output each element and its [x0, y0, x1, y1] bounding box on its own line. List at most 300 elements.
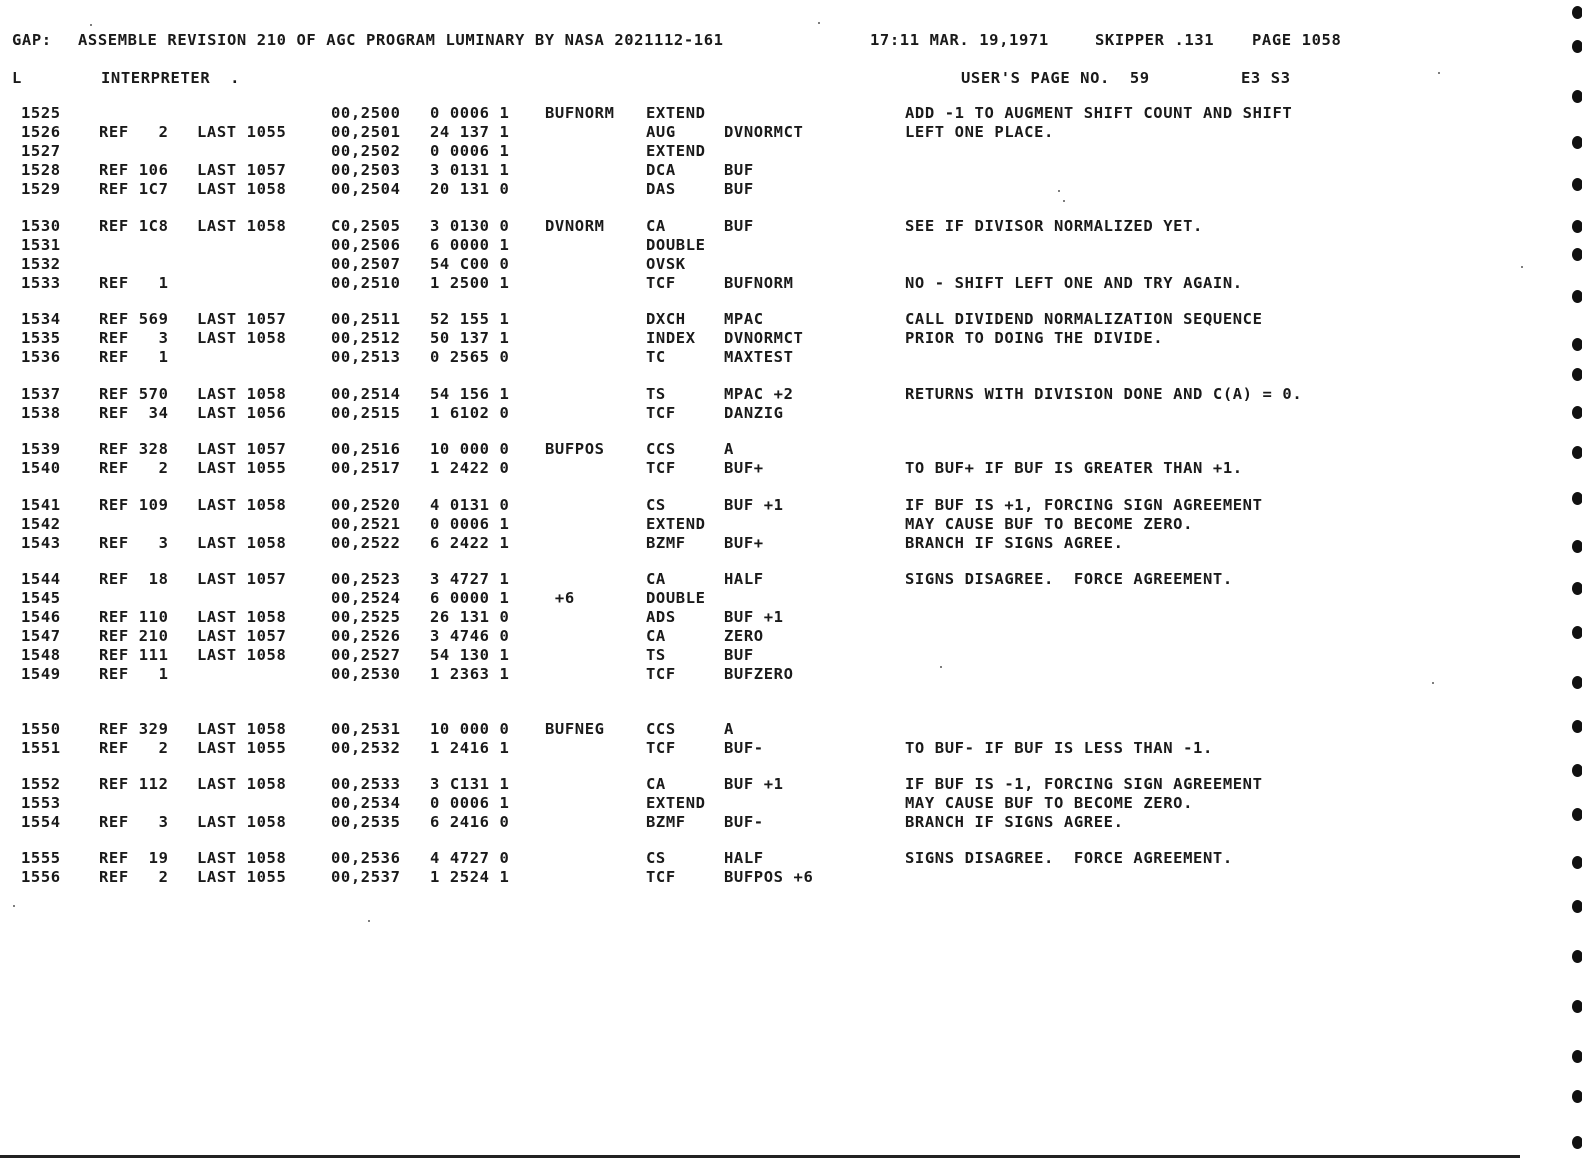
operand: BUFZERO — [724, 665, 794, 683]
scan-speck — [1063, 200, 1065, 202]
ref-field: REF 106 — [99, 161, 169, 179]
listing-row — [0, 496, 1582, 515]
opcode: CA — [646, 217, 666, 235]
opcode: CCS — [646, 440, 676, 458]
last-field: LAST 1055 — [197, 123, 287, 141]
operand: HALF — [724, 570, 764, 588]
last-field: LAST 1058 — [197, 534, 287, 552]
operand: A — [724, 440, 734, 458]
scan-speck — [13, 905, 15, 907]
symbol-label: +6 — [545, 589, 575, 607]
symbol-label: DVNORM — [545, 217, 605, 235]
last-field: LAST 1058 — [197, 608, 287, 626]
operand: HALF — [724, 849, 764, 867]
operand: DANZIG — [724, 404, 784, 422]
feed-hole — [1572, 900, 1582, 913]
operand: BUF — [724, 180, 754, 198]
ref-field: REF 3 — [99, 813, 169, 831]
ref-field: REF 110 — [99, 608, 169, 626]
comment: CALL DIVIDEND NORMALIZATION SEQUENCE — [905, 310, 1263, 328]
octal-word: 1 2500 1 — [430, 274, 510, 292]
octal-word: 10 000 0 — [430, 720, 510, 738]
line-number: 1530 — [21, 217, 61, 235]
feed-hole — [1572, 808, 1582, 821]
listing-row — [0, 180, 1582, 199]
address-field: 00,2511 — [331, 310, 401, 328]
opcode: TCF — [646, 868, 676, 886]
opcode: TC — [646, 348, 666, 366]
address-field: 00,2532 — [331, 739, 401, 757]
ref-field: REF 1C8 — [99, 217, 169, 235]
page-number: PAGE 1058 — [1252, 31, 1342, 49]
comment: IF BUF IS +1, FORCING SIGN AGREEMENT — [905, 496, 1263, 514]
feed-hole — [1572, 626, 1582, 639]
comment: IF BUF IS -1, FORCING SIGN AGREEMENT — [905, 775, 1263, 793]
ref-field: REF 111 — [99, 646, 169, 664]
octal-word: 3 4727 1 — [430, 570, 510, 588]
operand: BUF +1 — [724, 496, 784, 514]
comment: TO BUF+ IF BUF IS GREATER THAN +1. — [905, 459, 1243, 477]
octal-word: 3 C131 1 — [430, 775, 510, 793]
octal-word: 6 2416 0 — [430, 813, 510, 831]
feed-hole — [1572, 338, 1582, 351]
last-field: LAST 1055 — [197, 739, 287, 757]
feed-hole — [1572, 1050, 1582, 1063]
operand: MPAC — [724, 310, 764, 328]
ref-field: REF 1C7 — [99, 180, 169, 198]
feed-hole — [1572, 676, 1582, 689]
line-number: 1552 — [21, 775, 61, 793]
scan-speck — [940, 666, 942, 668]
feed-hole — [1572, 446, 1582, 459]
address-field: 00,2525 — [331, 608, 401, 626]
opcode: ADS — [646, 608, 676, 626]
feed-hole — [1572, 582, 1582, 595]
line-number: 1556 — [21, 868, 61, 886]
address-field: 00,2510 — [331, 274, 401, 292]
bottom-rule — [0, 1155, 1520, 1158]
comment: ADD -1 TO AUGMENT SHIFT COUNT AND SHIFT — [905, 104, 1293, 122]
comment: PRIOR TO DOING THE DIVIDE. — [905, 329, 1164, 347]
assemble-title: ASSEMBLE REVISION 210 OF AGC PROGRAM LUMINARY BY NASA 2021112-161 — [78, 31, 724, 49]
last-field: LAST 1057 — [197, 161, 287, 179]
symbol-label: BUFNEG — [545, 720, 605, 738]
listing-row — [0, 459, 1582, 478]
opcode: DOUBLE — [646, 236, 706, 254]
octal-word: 0 0006 1 — [430, 794, 510, 812]
feed-hole — [1572, 178, 1582, 191]
listing-row — [0, 665, 1582, 684]
line-number: 1537 — [21, 385, 61, 403]
feed-hole — [1572, 764, 1582, 777]
comment: LEFT ONE PLACE. — [905, 123, 1054, 141]
listing-row — [0, 775, 1582, 794]
operand: BUF — [724, 646, 754, 664]
ref-field: REF 329 — [99, 720, 169, 738]
listing-row — [0, 589, 1582, 608]
listing-row — [0, 404, 1582, 423]
operand: MAXTEST — [724, 348, 794, 366]
last-field: LAST 1057 — [197, 440, 287, 458]
last-field: LAST 1058 — [197, 180, 287, 198]
address-field: 00,2526 — [331, 627, 401, 645]
last-field: LAST 1058 — [197, 496, 287, 514]
ref-field: REF 34 — [99, 404, 169, 422]
gap-label: GAP: — [12, 31, 52, 49]
opcode: CS — [646, 849, 666, 867]
opcode: AUG — [646, 123, 676, 141]
address-field: 00,2537 — [331, 868, 401, 886]
opcode: DXCH — [646, 310, 686, 328]
listing-row — [0, 104, 1582, 123]
opcode: BZMF — [646, 813, 686, 831]
operand: DVNORMCT — [724, 123, 804, 141]
last-field: LAST 1057 — [197, 570, 287, 588]
listing-row — [0, 255, 1582, 274]
line-number: 1553 — [21, 794, 61, 812]
octal-word: 1 2416 1 — [430, 739, 510, 757]
listing-row — [0, 515, 1582, 534]
listing-row — [0, 868, 1582, 887]
opcode: TCF — [646, 404, 676, 422]
last-field: LAST 1055 — [197, 868, 287, 886]
address-field: 00,2524 — [331, 589, 401, 607]
address-field: 00,2517 — [331, 459, 401, 477]
octal-word: 26 131 0 — [430, 608, 510, 626]
user-page-number: USER'S PAGE NO. 59 — [961, 69, 1150, 87]
opcode: EXTEND — [646, 515, 706, 533]
ref-field: REF 2 — [99, 123, 169, 141]
feed-hole — [1572, 406, 1582, 419]
octal-word: 3 0131 1 — [430, 161, 510, 179]
line-number: 1543 — [21, 534, 61, 552]
ref-field: REF 112 — [99, 775, 169, 793]
symbol-label: BUFNORM — [545, 104, 615, 122]
listing-row — [0, 236, 1582, 255]
comment: SEE IF DIVISOR NORMALIZED YET. — [905, 217, 1203, 235]
ref-field: REF 1 — [99, 274, 169, 292]
operand: BUF+ — [724, 534, 764, 552]
opcode: TS — [646, 385, 666, 403]
address-field: 00,2535 — [331, 813, 401, 831]
octal-word: 1 6102 0 — [430, 404, 510, 422]
address-field: 00,2512 — [331, 329, 401, 347]
listing-row — [0, 385, 1582, 404]
opcode: OVSK — [646, 255, 686, 273]
ref-field: REF 109 — [99, 496, 169, 514]
feed-hole — [1572, 220, 1582, 233]
listing-row — [0, 739, 1582, 758]
ref-field: REF 2 — [99, 459, 169, 477]
line-number: 1548 — [21, 646, 61, 664]
opcode: INDEX — [646, 329, 696, 347]
line-number: 1547 — [21, 627, 61, 645]
address-field: 00,2514 — [331, 385, 401, 403]
feed-hole — [1572, 368, 1582, 381]
listing-row — [0, 161, 1582, 180]
octal-word: 4 0131 0 — [430, 496, 510, 514]
address-field: 00,2500 — [331, 104, 401, 122]
octal-word: 6 0000 1 — [430, 589, 510, 607]
octal-word: 1 2524 1 — [430, 868, 510, 886]
address-field: 00,2516 — [331, 440, 401, 458]
operand: A — [724, 720, 734, 738]
feed-hole — [1572, 492, 1582, 505]
feed-hole — [1572, 248, 1582, 261]
octal-word: 1 2363 1 — [430, 665, 510, 683]
line-number: 1536 — [21, 348, 61, 366]
scan-speck — [818, 22, 820, 24]
feed-hole — [1572, 136, 1582, 149]
last-field: LAST 1056 — [197, 404, 287, 422]
address-field: 00,2506 — [331, 236, 401, 254]
opcode: CA — [646, 570, 666, 588]
line-number: 1545 — [21, 589, 61, 607]
comment: SIGNS DISAGREE. FORCE AGREEMENT. — [905, 570, 1233, 588]
operand: MPAC +2 — [724, 385, 794, 403]
feed-hole — [1572, 856, 1582, 869]
ref-field: REF 18 — [99, 570, 169, 588]
octal-word: 0 0006 1 — [430, 142, 510, 160]
ref-field: REF 3 — [99, 329, 169, 347]
last-field: LAST 1058 — [197, 720, 287, 738]
feed-hole — [1572, 290, 1582, 303]
ref-field: REF 1 — [99, 348, 169, 366]
symbol-label: BUFPOS — [545, 440, 605, 458]
comment: SIGNS DISAGREE. FORCE AGREEMENT. — [905, 849, 1233, 867]
section-code: E3 S3 — [1241, 69, 1291, 87]
feed-hole — [1572, 40, 1582, 53]
address-field: C0,2505 — [331, 217, 401, 235]
listing-row — [0, 534, 1582, 553]
comment: MAY CAUSE BUF TO BECOME ZERO. — [905, 515, 1194, 533]
line-number: 1550 — [21, 720, 61, 738]
line-number: 1525 — [21, 104, 61, 122]
listing-row — [0, 849, 1582, 868]
line-number: 1546 — [21, 608, 61, 626]
opcode: TCF — [646, 459, 676, 477]
octal-word: 50 137 1 — [430, 329, 510, 347]
scan-speck — [1058, 190, 1060, 192]
comment: BRANCH IF SIGNS AGREE. — [905, 534, 1124, 552]
operand: BUF — [724, 161, 754, 179]
octal-word: 54 156 1 — [430, 385, 510, 403]
address-field: 00,2504 — [331, 180, 401, 198]
l-marker: L — [12, 69, 22, 87]
feed-hole — [1572, 540, 1582, 553]
listing-row — [0, 123, 1582, 142]
address-field: 00,2531 — [331, 720, 401, 738]
address-field: 00,2503 — [331, 161, 401, 179]
last-field: LAST 1058 — [197, 217, 287, 235]
last-field: LAST 1057 — [197, 310, 287, 328]
last-field: LAST 1058 — [197, 385, 287, 403]
octal-word: 3 4746 0 — [430, 627, 510, 645]
listing-row — [0, 310, 1582, 329]
line-number: 1555 — [21, 849, 61, 867]
opcode: CA — [646, 775, 666, 793]
ref-field: REF 2 — [99, 868, 169, 886]
last-field: LAST 1057 — [197, 627, 287, 645]
listing-row — [0, 440, 1582, 459]
operand: BUF+ — [724, 459, 764, 477]
listing-row — [0, 329, 1582, 348]
listing-row — [0, 646, 1582, 665]
feed-hole — [1572, 720, 1582, 733]
listing-row — [0, 142, 1582, 161]
octal-word: 6 0000 1 — [430, 236, 510, 254]
operand: DVNORMCT — [724, 329, 804, 347]
line-number: 1541 — [21, 496, 61, 514]
line-number: 1534 — [21, 310, 61, 328]
opcode: CS — [646, 496, 666, 514]
opcode: EXTEND — [646, 104, 706, 122]
opcode: CCS — [646, 720, 676, 738]
line-number: 1532 — [21, 255, 61, 273]
line-number: 1549 — [21, 665, 61, 683]
address-field: 00,2513 — [331, 348, 401, 366]
octal-word: 54 C00 0 — [430, 255, 510, 273]
ref-field: REF 210 — [99, 627, 169, 645]
listing-row — [0, 274, 1582, 293]
line-number: 1531 — [21, 236, 61, 254]
operand: BUF- — [724, 813, 764, 831]
opcode: TCF — [646, 739, 676, 757]
opcode: DCA — [646, 161, 676, 179]
section-title: INTERPRETER . — [101, 69, 241, 87]
user-name: SKIPPER .131 — [1095, 31, 1215, 49]
operand: ZERO — [724, 627, 764, 645]
listing-row — [0, 608, 1582, 627]
octal-word: 24 137 1 — [430, 123, 510, 141]
address-field: 00,2533 — [331, 775, 401, 793]
opcode: DAS — [646, 180, 676, 198]
octal-word: 1 2422 0 — [430, 459, 510, 477]
line-number: 1527 — [21, 142, 61, 160]
last-field: LAST 1058 — [197, 329, 287, 347]
comment: NO - SHIFT LEFT ONE AND TRY AGAIN. — [905, 274, 1243, 292]
octal-word: 0 0006 1 — [430, 104, 510, 122]
address-field: 00,2501 — [331, 123, 401, 141]
comment: BRANCH IF SIGNS AGREE. — [905, 813, 1124, 831]
opcode: CA — [646, 627, 666, 645]
line-number: 1539 — [21, 440, 61, 458]
address-field: 00,2523 — [331, 570, 401, 588]
octal-word: 10 000 0 — [430, 440, 510, 458]
ref-field: REF 1 — [99, 665, 169, 683]
address-field: 00,2527 — [331, 646, 401, 664]
octal-word: 20 131 0 — [430, 180, 510, 198]
scan-speck — [90, 24, 92, 26]
ref-field: REF 569 — [99, 310, 169, 328]
ref-field: REF 570 — [99, 385, 169, 403]
octal-word: 54 130 1 — [430, 646, 510, 664]
operand: BUFPOS +6 — [724, 868, 814, 886]
last-field: LAST 1058 — [197, 849, 287, 867]
last-field: LAST 1058 — [197, 775, 287, 793]
scan-speck — [1438, 72, 1440, 74]
octal-word: 3 0130 0 — [430, 217, 510, 235]
opcode: TS — [646, 646, 666, 664]
line-number: 1535 — [21, 329, 61, 347]
operand: BUF- — [724, 739, 764, 757]
line-number: 1542 — [21, 515, 61, 533]
opcode: DOUBLE — [646, 589, 706, 607]
feed-hole — [1572, 6, 1582, 19]
listing-row — [0, 813, 1582, 832]
opcode: EXTEND — [646, 794, 706, 812]
line-number: 1538 — [21, 404, 61, 422]
operand: BUF +1 — [724, 608, 784, 626]
address-field: 00,2536 — [331, 849, 401, 867]
line-number: 1533 — [21, 274, 61, 292]
octal-word: 4 4727 0 — [430, 849, 510, 867]
listing-row — [0, 217, 1582, 236]
operand: BUF — [724, 217, 754, 235]
last-field: LAST 1058 — [197, 813, 287, 831]
feed-hole — [1572, 950, 1582, 963]
opcode: TCF — [646, 665, 676, 683]
comment: TO BUF- IF BUF IS LESS THAN -1. — [905, 739, 1213, 757]
address-field: 00,2502 — [331, 142, 401, 160]
feed-hole — [1572, 1136, 1582, 1149]
octal-word: 52 155 1 — [430, 310, 510, 328]
operand: BUFNORM — [724, 274, 794, 292]
last-field: LAST 1058 — [197, 646, 287, 664]
address-field: 00,2521 — [331, 515, 401, 533]
address-field: 00,2515 — [331, 404, 401, 422]
comment: RETURNS WITH DIVISION DONE AND C(A) = 0. — [905, 385, 1303, 403]
line-number: 1529 — [21, 180, 61, 198]
octal-word: 0 0006 1 — [430, 515, 510, 533]
feed-hole — [1572, 90, 1582, 103]
scan-speck — [1432, 682, 1434, 684]
ref-field: REF 19 — [99, 849, 169, 867]
operand: BUF +1 — [724, 775, 784, 793]
octal-word: 6 2422 1 — [430, 534, 510, 552]
line-number: 1554 — [21, 813, 61, 831]
listing-row — [0, 627, 1582, 646]
ref-field: REF 3 — [99, 534, 169, 552]
listing-row — [0, 794, 1582, 813]
octal-word: 0 2565 0 — [430, 348, 510, 366]
opcode: BZMF — [646, 534, 686, 552]
listing-row — [0, 348, 1582, 367]
opcode: TCF — [646, 274, 676, 292]
line-number: 1540 — [21, 459, 61, 477]
ref-field: REF 328 — [99, 440, 169, 458]
print-timestamp: 17:11 MAR. 19,1971 — [870, 31, 1049, 49]
address-field: 00,2530 — [331, 665, 401, 683]
line-number: 1528 — [21, 161, 61, 179]
address-field: 00,2534 — [331, 794, 401, 812]
address-field: 00,2507 — [331, 255, 401, 273]
last-field: LAST 1055 — [197, 459, 287, 477]
comment: MAY CAUSE BUF TO BECOME ZERO. — [905, 794, 1194, 812]
listing-row — [0, 720, 1582, 739]
scan-speck — [368, 920, 370, 922]
line-number: 1526 — [21, 123, 61, 141]
address-field: 00,2522 — [331, 534, 401, 552]
ref-field: REF 2 — [99, 739, 169, 757]
line-number: 1544 — [21, 570, 61, 588]
feed-hole — [1572, 1090, 1582, 1103]
listing-row — [0, 570, 1582, 589]
address-field: 00,2520 — [331, 496, 401, 514]
opcode: EXTEND — [646, 142, 706, 160]
feed-hole — [1572, 1000, 1582, 1013]
scan-speck — [1521, 266, 1523, 268]
